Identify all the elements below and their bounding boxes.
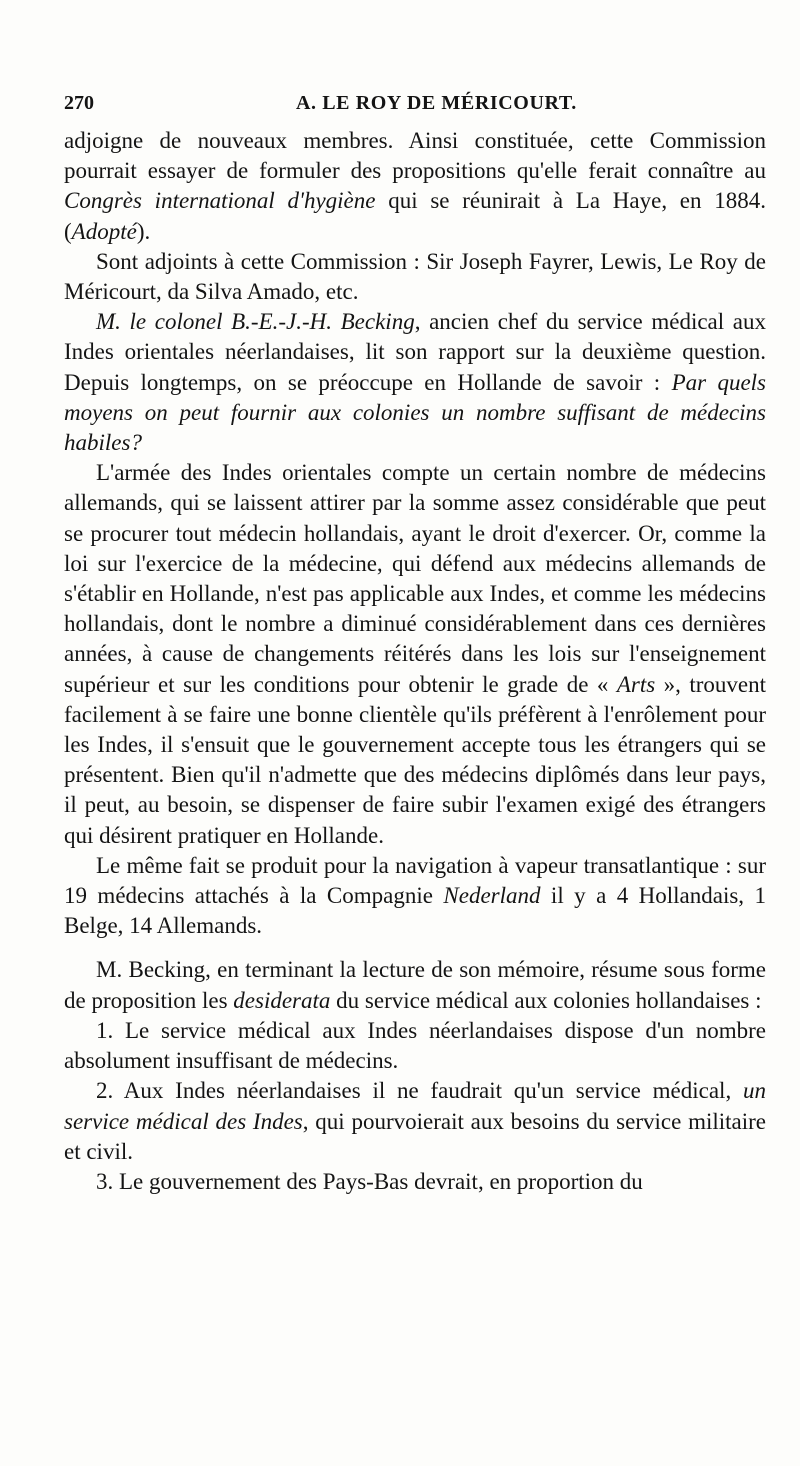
text-run: qui se réunirait à La Haye, en 1884. ( bbox=[64, 188, 766, 244]
text-run: M. Becking, en terminant la lecture de son mémoire, résume sous forme de proposition les bbox=[64, 957, 766, 1013]
paragraph bbox=[64, 307, 766, 458]
italic-text: Arts bbox=[616, 671, 656, 697]
text-run: , ancien chef du service médical aux Indes orientales néerlandaises, lit son rapport sur la deuxième question. Depuis longtemps, on se préoccupe en Hollande de savoir : bbox=[64, 309, 766, 395]
text-run: adjoigne de nouveaux membres. Ainsi constituée, cette Commission pourrait essayer de formuler des propositions qu'elle ferait connaître au bbox=[64, 128, 766, 184]
text-run: 2. Aux Indes néerlandaises il ne faudrait qu'un service médical, bbox=[96, 1078, 743, 1104]
text-run: Sont adjoints à cette Commission : Sir Joseph Fayrer, Lewis, Le Roy de Méricourt, da Silva Amado, etc. bbox=[64, 248, 766, 305]
paragraph bbox=[64, 1076, 766, 1167]
page-number: 270 bbox=[64, 92, 94, 114]
italic-text: Par quels moyens on peut fournir aux colonies un nombre suffisant de médecins habiles? bbox=[64, 369, 766, 456]
text-run: ). bbox=[136, 218, 151, 244]
italic-text: Adopté bbox=[71, 218, 137, 244]
book-page bbox=[64, 92, 766, 1197]
text-run: 3. Le gouvernement des Pays-Bas devrait, en proportion du bbox=[96, 1168, 643, 1194]
text-run: il y a 4 Hollandais, 1 Belge, 14 Allemands. bbox=[64, 883, 766, 939]
text-run: , qui pourvoierait aux besoins du service militaire et civil. bbox=[64, 1108, 766, 1164]
paragraph bbox=[64, 247, 766, 307]
paragraph bbox=[64, 1167, 766, 1197]
italic-text: M. le colonel B.-E.-J.-H. Becking bbox=[96, 309, 415, 335]
text-run: du service médical aux colonies hollandaises : bbox=[330, 987, 762, 1013]
text-run: L'armée des Indes orientales compte un certain nombre de médecins allemands, qui se laissent attirer par la somme assez considérable que peut se procurer tout médecin hollandais, ayant le droit d'exercer. Or, comme la loi sur l'exercice de la médecine, qui défend aux médecins allemands de s'établir en Hollande, n'est pas applicable aux Indes, et comme les médecins hollandais, dont le nombre a diminué considérablement dans ces dernières années, à cause de changements réitérés dans les lois sur l'enseignement supérieur et sur les conditions pour obtenir le grade de « bbox=[64, 460, 766, 697]
text-run: », trouvent facilement à se faire une bonne clientèle qu'ils préfèrent à l'enrôlement pour les Indes, il s'ensuit que le gouvernement accepte tous les étrangers qui se présentent. Bien qu'il n'admette que des médecins diplômés dans leur pays, il peut, au besoin, se dispenser de faire subir l'examen exigé des étrangers qui désirent pratiquer en Hollande. bbox=[64, 671, 766, 848]
text-run: Le même fait se produit pour la navigation à vapeur transatlantique : sur 19 médecins attachés à la Compagnie bbox=[64, 852, 766, 909]
body-text bbox=[64, 126, 766, 1197]
running-title: A. LE ROY DE MÉRICOURT. bbox=[296, 92, 577, 114]
paragraph bbox=[64, 458, 766, 851]
italic-text: Congrès international d'hygiène bbox=[64, 188, 376, 214]
text-run: 1. Le service médical aux Indes néerlandaises dispose d'un nombre absolument insuffisant de médecins. bbox=[64, 1017, 766, 1074]
paragraph bbox=[64, 126, 766, 247]
page-header bbox=[64, 92, 766, 126]
paragraph bbox=[64, 851, 766, 942]
paragraph bbox=[64, 955, 766, 1015]
paragraph bbox=[64, 1016, 766, 1076]
italic-text: Nederland bbox=[443, 883, 541, 909]
italic-text: desiderata bbox=[233, 987, 331, 1013]
italic-text: un service médical des Indes bbox=[64, 1078, 766, 1134]
